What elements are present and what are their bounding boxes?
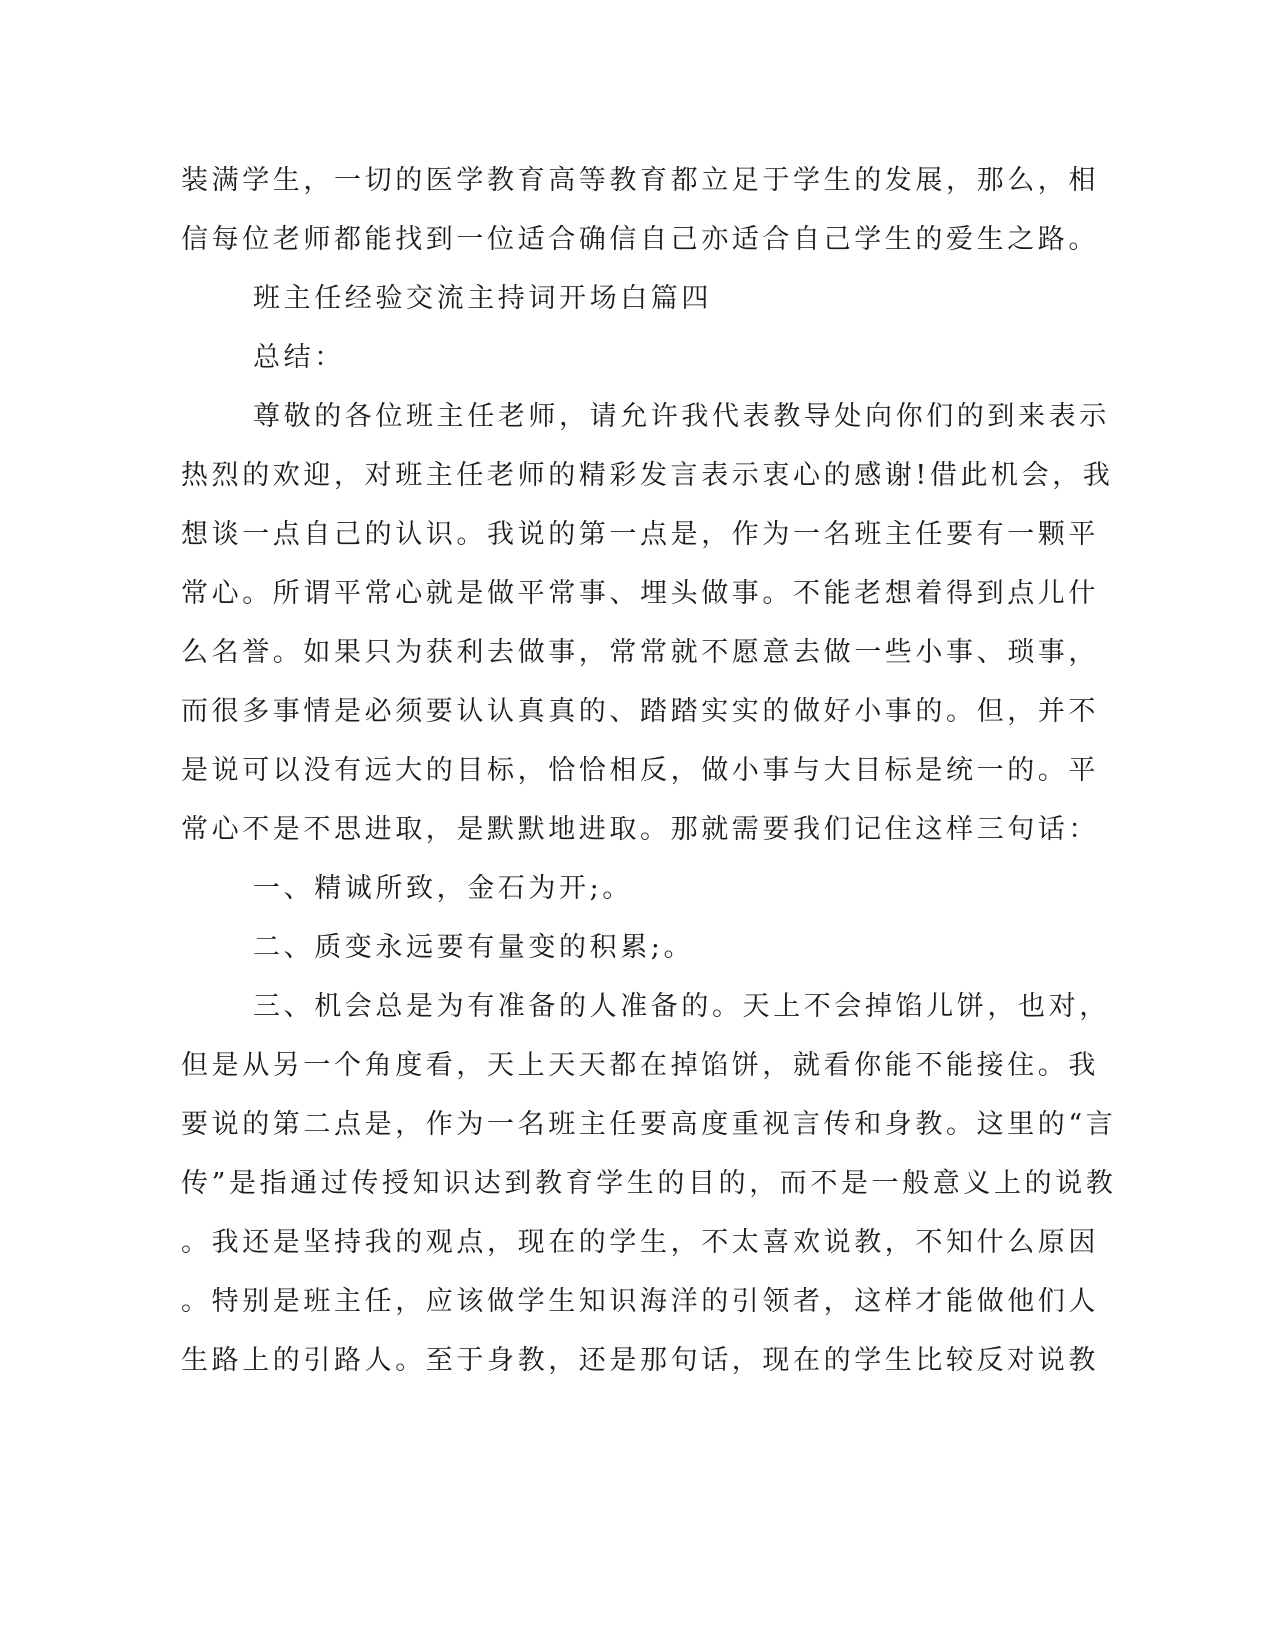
body-text-line: 常心。所谓平常心就是做平常事、埋头做事。不能老想着得到点儿什: [181, 578, 1099, 609]
summary-label: 总结：: [253, 342, 345, 373]
body-text-line: 而很多事情是必须要认认真真的、踏踏实实的做好小事的。但，并不: [181, 696, 1099, 727]
body-text-line: 热烈的欢迎，对班主任老师的精彩发言表示衷心的感谢!借此机会，我: [181, 460, 1114, 491]
body-text-line: 传”是指通过传授知识达到教育学生的目的，而不是一般意义上的说教: [181, 1168, 1117, 1199]
section-heading: 班主任经验交流主持词开场白篇四: [253, 283, 712, 314]
body-text-line: 想谈一点自己的认识。我说的第一点是，作为一名班主任要有一颗平: [181, 519, 1099, 550]
numbered-point-1: 一、精诚所致，金石为开;。: [253, 873, 633, 904]
body-text-line: 么名誉。如果只为获利去做事，常常就不愿意去做一些小事、琐事，: [181, 637, 1099, 668]
body-text-line: 但是从另一个角度看，天上天天都在掉馅饼，就看你能不能接住。我: [181, 1050, 1099, 1081]
body-text-line: 。我还是坚持我的观点，现在的学生，不太喜欢说教，不知什么原因: [181, 1227, 1099, 1258]
body-text-line: 生路上的引路人。至于身教，还是那句话，现在的学生比较反对说教: [181, 1345, 1099, 1376]
body-text-line: 常心不是不思进取，是默默地进取。那就需要我们记住这样三句话：: [181, 814, 1099, 845]
paragraph-start-line: 尊敬的各位班主任老师，请允许我代表教导处向你们的到来表示: [253, 401, 1110, 432]
body-text-line: 信每位老师都能找到一位适合确信自己亦适合自己学生的爱生之路。: [181, 224, 1099, 255]
body-text-line: 。特别是班主任，应该做学生知识海洋的引领者，这样才能做他们人: [181, 1286, 1099, 1317]
body-text-line: 是说可以没有远大的目标，恰恰相反，做小事与大目标是统一的。平: [181, 755, 1099, 786]
body-text-line: 装满学生，一切的医学教育高等教育都立足于学生的发展，那么，相: [181, 165, 1099, 196]
numbered-point-2: 二、质变永远要有量变的积累;。: [253, 932, 695, 963]
numbered-point-3: 三、机会总是为有准备的人准备的。天上不会掉馅儿饼，也对，: [253, 991, 1110, 1022]
body-text-line: 要说的第二点是，作为一名班主任要高度重视言传和身教。这里的“言: [181, 1109, 1117, 1140]
